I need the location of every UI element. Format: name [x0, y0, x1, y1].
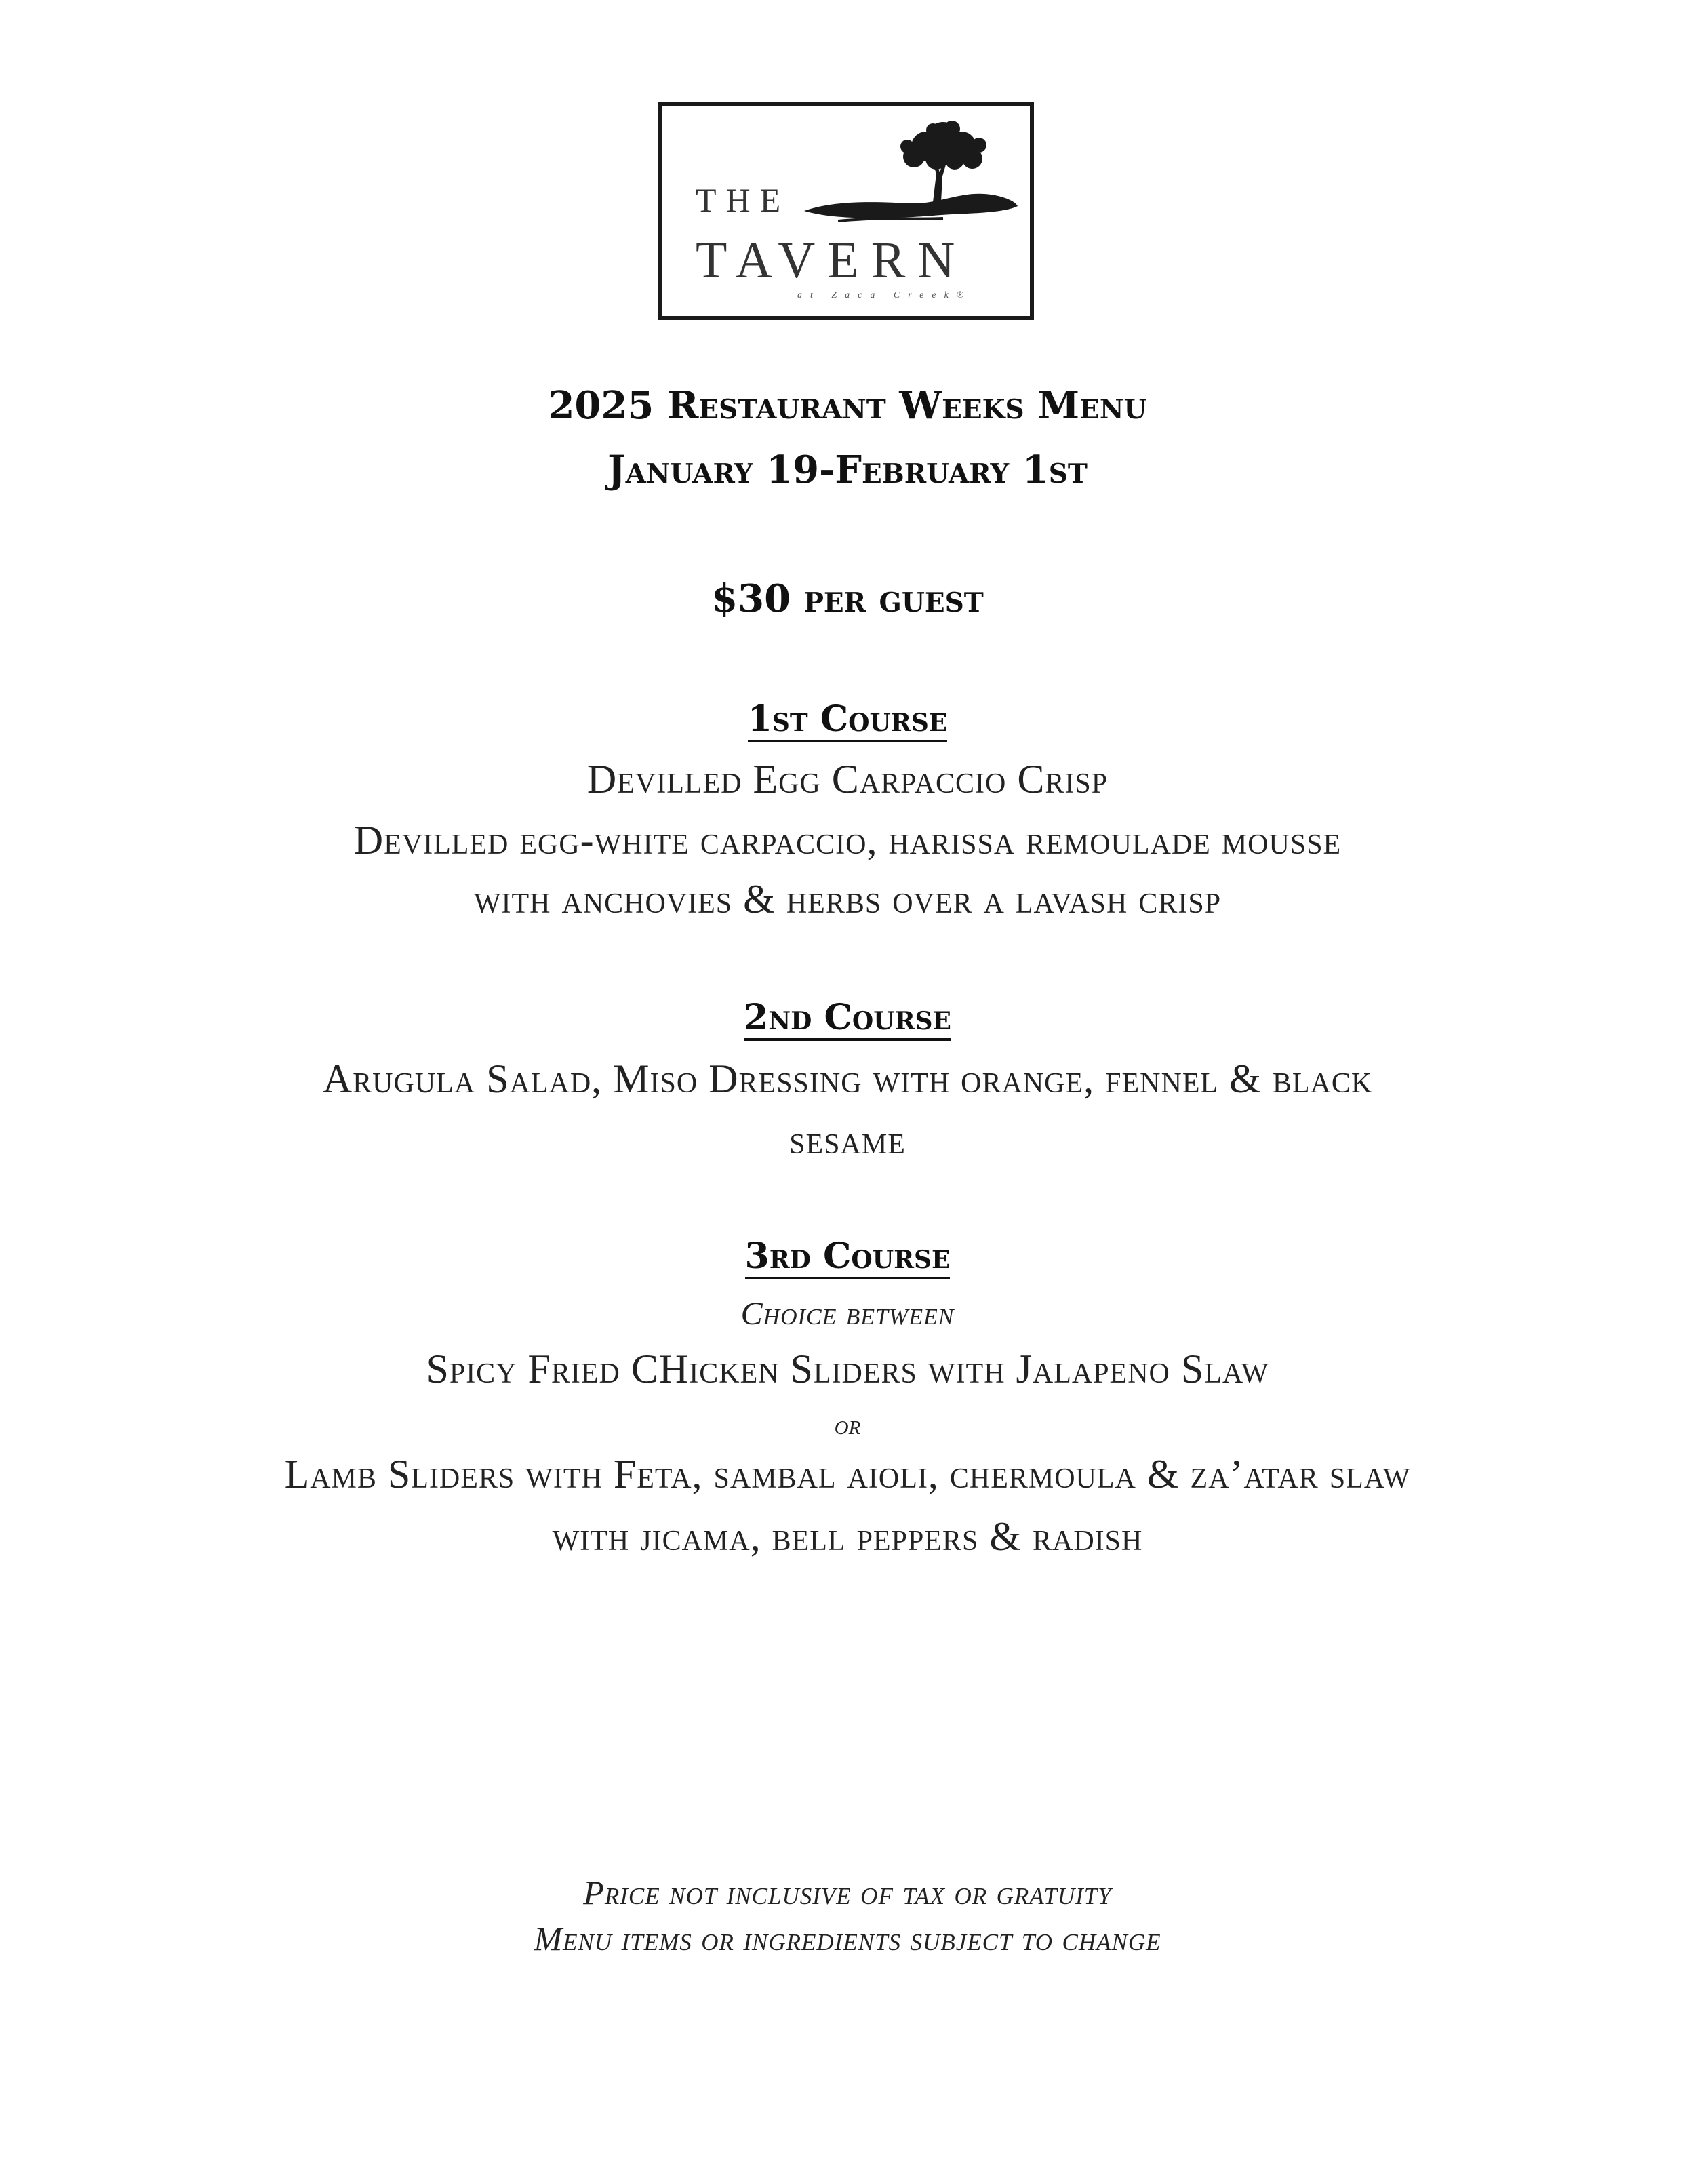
course-1-description-line-1: Devilled egg-white carpaccio, harissa remoulade mousse	[353, 818, 1342, 862]
footer-tax-note: Price not inclusive of tax or gratuity	[583, 1873, 1112, 1911]
menu-title: 2025 Restaurant Weeks Menu	[548, 383, 1147, 428]
logo-the-text: THE	[696, 181, 791, 219]
course-3-option-2-line-2: with jicama, bell peppers & radish	[552, 1514, 1143, 1559]
footer-change-note: Menu items or ingredients subject to change	[534, 1920, 1161, 1958]
course-3-or-label: or	[834, 1410, 861, 1441]
course-3-option-2-line-1: Lamb Sliders with Feta, sambal aioli, chermoula & za’atar slaw	[284, 1452, 1411, 1496]
course-2-title-text: 2nd Course	[744, 997, 951, 1041]
course-2-description-line-1: Arugula Salad, Miso Dressing with orange, fennel & black	[322, 1056, 1373, 1101]
course-1-title-text: 1st Course	[748, 698, 948, 742]
course-3-option-1: Spicy Fried CHicken Sliders with Jalapeno Slaw	[426, 1347, 1269, 1391]
tavern-logo	[658, 102, 1034, 320]
course-1-description-line-2: with anchovies & herbs over a lavash crisp	[473, 877, 1222, 921]
tree-landscape-icon	[797, 119, 1021, 228]
menu-dates: January 19-February 1st	[607, 448, 1088, 492]
logo-tavern-text: TAVERN	[696, 232, 968, 289]
course-1-dish-name: Devilled Egg Carpaccio Crisp	[586, 757, 1109, 801]
course-3-title	[0, 1235, 1695, 1277]
course-3-title-text: 3rd Course	[745, 1235, 951, 1279]
course-3-choice-label: Choice between	[740, 1296, 955, 1332]
logo-subtitle: at Zaca Creek®	[797, 290, 972, 300]
menu-price: $30 per guest	[711, 576, 984, 621]
course-2-title	[0, 997, 1695, 1038]
course-2-description-line-2: sesame	[789, 1117, 906, 1162]
course-1-title	[0, 698, 1695, 740]
